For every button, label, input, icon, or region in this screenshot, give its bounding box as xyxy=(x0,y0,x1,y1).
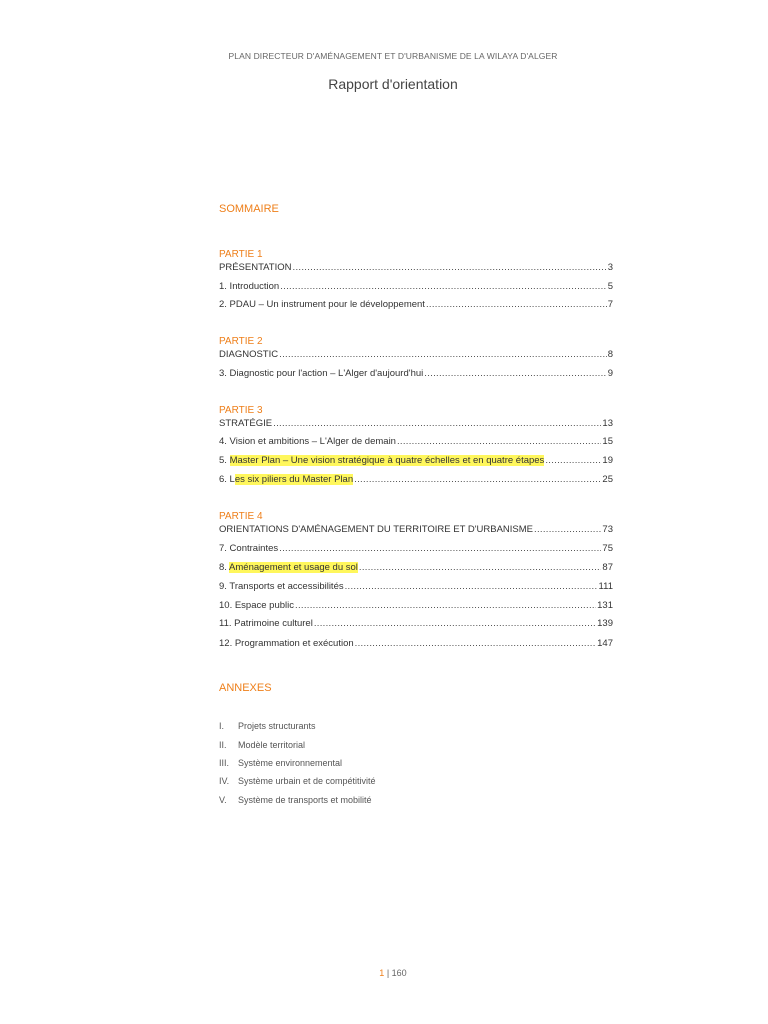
toc-entry-page: 147 xyxy=(597,638,613,649)
toc-entry-title xyxy=(219,473,353,486)
part-3-label: PARTIE 3 xyxy=(219,405,263,416)
page-separator: | xyxy=(386,968,390,978)
toc-entry-title: PRÉSENTATION xyxy=(219,262,292,273)
toc-entry-number: 6. L xyxy=(219,474,235,485)
toc-entry-number: 5. xyxy=(219,455,230,466)
toc-entry[interactable] xyxy=(219,580,613,593)
toc-leader-dots xyxy=(279,542,601,555)
toc-entry[interactable] xyxy=(219,599,613,612)
page-number-footer xyxy=(0,968,768,978)
part-4-label: PARTIE 4 xyxy=(219,511,263,522)
toc-entry-title: ORIENTATIONS D'AMÉNAGEMENT DU TERRITOIRE ET D'URBANISME xyxy=(219,524,533,535)
toc-entry-page: 75 xyxy=(602,543,613,554)
toc-entry-title: 3. Diagnostic pour l'action – L'Alger d'aujourd'hui xyxy=(219,368,424,379)
toc-entry-page: 3 xyxy=(607,262,613,273)
toc-entry-title: 1. Introduction xyxy=(219,281,280,292)
toc-entry[interactable] xyxy=(219,280,613,293)
toc-entry-page: 73 xyxy=(602,524,613,535)
highlighted-text: Aménagement et usage du sol xyxy=(229,562,358,573)
annex-item[interactable] xyxy=(219,758,342,768)
toc-entry-page: 15 xyxy=(602,436,613,447)
toc-entry[interactable] xyxy=(219,298,613,311)
toc-entry-page: 25 xyxy=(602,474,613,485)
toc-leader-dots xyxy=(280,280,606,293)
toc-entry-title: 2. PDAU – Un instrument pour le développement xyxy=(219,299,425,310)
annex-item[interactable] xyxy=(219,740,305,750)
highlighted-text: es six piliers du Master Plan xyxy=(234,474,354,485)
toc-entry-page: 5 xyxy=(607,281,613,292)
highlighted-text: Master Plan – Une vision stratégique à quatre échelles et en quatre étapes xyxy=(229,455,545,466)
annex-number: V. xyxy=(219,795,227,805)
toc-leader-dots xyxy=(534,523,601,536)
annex-number: I. xyxy=(219,721,225,731)
toc-leader-dots xyxy=(295,599,596,612)
toc-entry-title: 4. Vision et ambitions – L'Alger de demain xyxy=(219,436,396,447)
toc-entry[interactable] xyxy=(219,523,613,536)
annex-title: Système de transports et mobilité xyxy=(238,795,372,805)
toc-leader-dots xyxy=(359,561,602,574)
toc-entry-number: 8. xyxy=(219,562,230,573)
total-pages: 160 xyxy=(391,968,407,978)
toc-leader-dots xyxy=(354,473,601,486)
annex-number: III. xyxy=(219,758,230,768)
annexes-heading: ANNEXES xyxy=(219,682,272,694)
annex-title: Modèle territorial xyxy=(238,740,306,750)
toc-leader-dots xyxy=(397,435,601,448)
toc-entry[interactable] xyxy=(219,637,613,650)
toc-leader-dots xyxy=(545,454,601,467)
running-header: PLAN DIRECTEUR D'AMÉNAGEMENT ET D'URBANISME DE LA WILAYA D'ALGER xyxy=(228,51,558,61)
toc-entry-title: STRATÉGIE xyxy=(219,418,273,429)
toc-entry-title: DIAGNOSTIC xyxy=(219,349,279,360)
sommaire-heading: SOMMAIRE xyxy=(219,203,279,215)
toc-entry-title xyxy=(219,454,544,467)
toc-entry-page: 111 xyxy=(598,581,613,592)
toc-entry[interactable] xyxy=(219,473,613,486)
toc-entry[interactable] xyxy=(219,417,613,430)
toc-entry[interactable] xyxy=(219,454,613,467)
toc-entry-page: 131 xyxy=(597,600,613,611)
toc-leader-dots xyxy=(426,298,607,311)
toc-entry-title: 9. Transports et accessibilités xyxy=(219,581,344,592)
toc-entry-title xyxy=(219,561,358,574)
toc-entry-page: 139 xyxy=(597,618,613,629)
toc-leader-dots xyxy=(293,261,607,274)
toc-leader-dots xyxy=(314,617,596,630)
toc-entry[interactable] xyxy=(219,435,613,448)
annex-number: II. xyxy=(219,740,227,750)
current-page-number: 1 xyxy=(379,968,385,978)
toc-entry-page: 19 xyxy=(602,455,613,466)
annex-title: Système urbain et de compétitivité xyxy=(238,776,376,786)
toc-entry[interactable] xyxy=(219,367,613,380)
toc-leader-dots xyxy=(424,367,606,380)
toc-entry-page: 87 xyxy=(602,562,613,573)
toc-entry-title: 10. Espace public xyxy=(219,600,294,611)
toc-entry-page: 8 xyxy=(607,349,613,360)
toc-entry-page: 9 xyxy=(607,368,613,379)
annex-item[interactable] xyxy=(219,721,316,731)
toc-leader-dots xyxy=(345,580,598,593)
toc-entry-title: 7. Contraintes xyxy=(219,543,279,554)
toc-entry-page: 13 xyxy=(602,418,613,429)
toc-entry[interactable] xyxy=(219,542,613,555)
part-2-label: PARTIE 2 xyxy=(219,336,263,347)
annex-item[interactable] xyxy=(219,776,376,786)
toc-entry[interactable] xyxy=(219,348,613,361)
toc-leader-dots xyxy=(273,417,601,430)
toc-entry-page: 7 xyxy=(607,299,613,310)
part-1-label: PARTIE 1 xyxy=(219,249,263,260)
toc-entry[interactable] xyxy=(219,617,613,630)
toc-entry-title: 12. Programmation et exécution xyxy=(219,638,354,649)
annex-number: IV. xyxy=(219,776,230,786)
toc-entry[interactable] xyxy=(219,561,613,574)
toc-leader-dots xyxy=(355,637,596,650)
toc-entry[interactable] xyxy=(219,261,613,274)
annex-title: Projets structurants xyxy=(238,721,316,731)
toc-entry-title: 11. Patrimoine culturel xyxy=(219,618,313,629)
annex-item[interactable] xyxy=(219,795,372,805)
toc-leader-dots xyxy=(279,348,607,361)
annex-title: Système environnemental xyxy=(238,758,343,768)
document-title: Rapport d'orientation xyxy=(328,76,458,92)
